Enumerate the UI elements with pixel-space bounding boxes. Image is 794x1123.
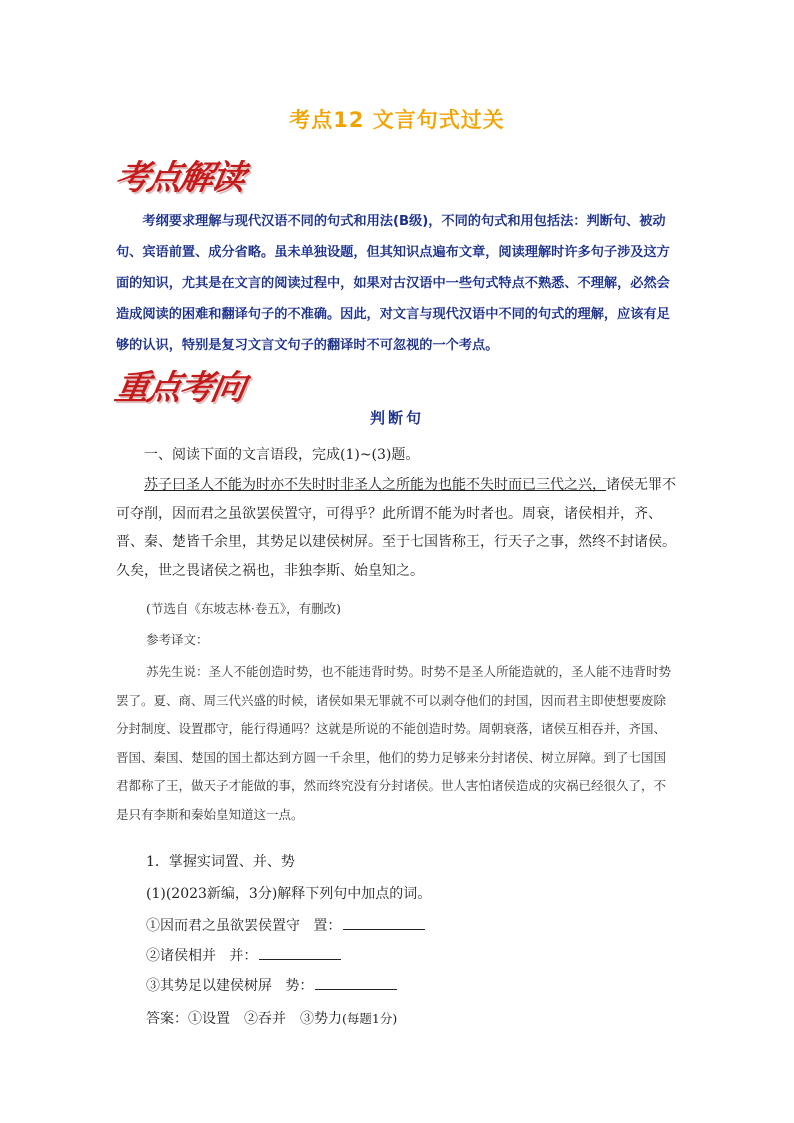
intro-paragraph: 考纲要求理解与现代汉语不同的句式和用法(B级)，不同的句式和用包括法：判断句、被动句、宾语前置、成分省略。虽未单独设题，但其知识点遍布文章，阅读理解时许多句子涉及这方面的知识，尤其是在文言的阅读过程中，如果对古汉语中一些句式特点不熟悉、不理解，必然会造成阅读的困难和翻译句子的不准确。因此，对文言与现代汉语中不同的句式的理解，应该有足够的认识，特别是复习文言文句子的翻译时不可忽视的一个考点。 <box>116 214 670 353</box>
task-question: (1)(2023新编，3分)解释下列句中加点的词。 <box>146 886 432 902</box>
reference-translation: 苏先生说：圣人不能创造时势，也不能违背时势。时势不是圣人所能造就的，圣人能不违背时势罢了。夏、商、周三代兴盛的时候，诸侯如果无罪就不可以剥夺他们的封国，因而君主即使想要废除分封制度、设置郡守，能行得通吗？这就是所说的不能创造时势。周朝衰落，诸侯互相吞并，齐国、晋国、秦国、楚国的国土都达到方圆一千余里，他们的势力足够来分封诸侯、树立屏障。到了七国国君都称了王，做天子才能做的事，然而终究没有分封诸侯。世人害怕诸侯造成的灾祸已经很久了，不是只有李斯和秦始皇知道这一点。 <box>116 664 672 822</box>
answer-blank[interactable] <box>259 945 341 960</box>
item-word: 并： <box>229 948 258 964</box>
passage-source: (节选自《东坡志林·卷五》，有删改) <box>146 601 341 616</box>
item-word: 势： <box>285 978 314 994</box>
answer-blank[interactable] <box>343 915 425 930</box>
section-banner-key-directions: 重点考向 <box>111 368 247 408</box>
page-title: 考点12 文言句式过关 <box>289 108 505 132</box>
item-word: 置： <box>313 918 342 934</box>
answer-line <box>146 1008 397 1028</box>
list-item <box>146 975 397 995</box>
section-banner-exam-interpretation: 考点解读 <box>111 158 247 198</box>
reference-translation-label: 参考译文： <box>146 632 209 647</box>
answer-blank[interactable] <box>315 975 397 990</box>
list-item <box>146 915 425 935</box>
item-sentence: ②诸侯相并 <box>146 948 216 964</box>
passage-underlined-sentence: 苏子曰圣人不能为时亦不失时时非圣人之所能为也能不失时而已三代之兴， <box>144 477 606 493</box>
answer-label: 答案： <box>146 1011 188 1027</box>
passage-text: 诸侯无罪不可夺削，因而君之虽欲罢侯置守，可得乎？此所谓不能为时者也。周衰，诸侯相并，齐、晋、秦、楚皆千余里，其势足以建侯树屏。至于七国皆称王，行天子之事，然终不封诸侯。久矣，世之畏诸侯之祸也，非独李斯、始皇知之。 <box>116 477 676 579</box>
question-intro: 一、阅读下面的文言语段，完成(1)~(3)题。 <box>144 447 420 463</box>
list-item <box>146 945 341 965</box>
subsection-heading: 判断句 <box>369 409 424 427</box>
item-sentence: ①因而君之虽欲罢侯置守 <box>146 918 300 934</box>
item-sentence: ③其势足以建侯树屏 <box>146 978 272 994</box>
classical-passage <box>116 471 676 585</box>
answer-body: ①设置 ②吞并 ③势力 <box>188 1011 342 1027</box>
answer-note: (每题1分) <box>342 1011 398 1026</box>
task-heading: 1．掌握实词置、并、势 <box>146 854 295 870</box>
